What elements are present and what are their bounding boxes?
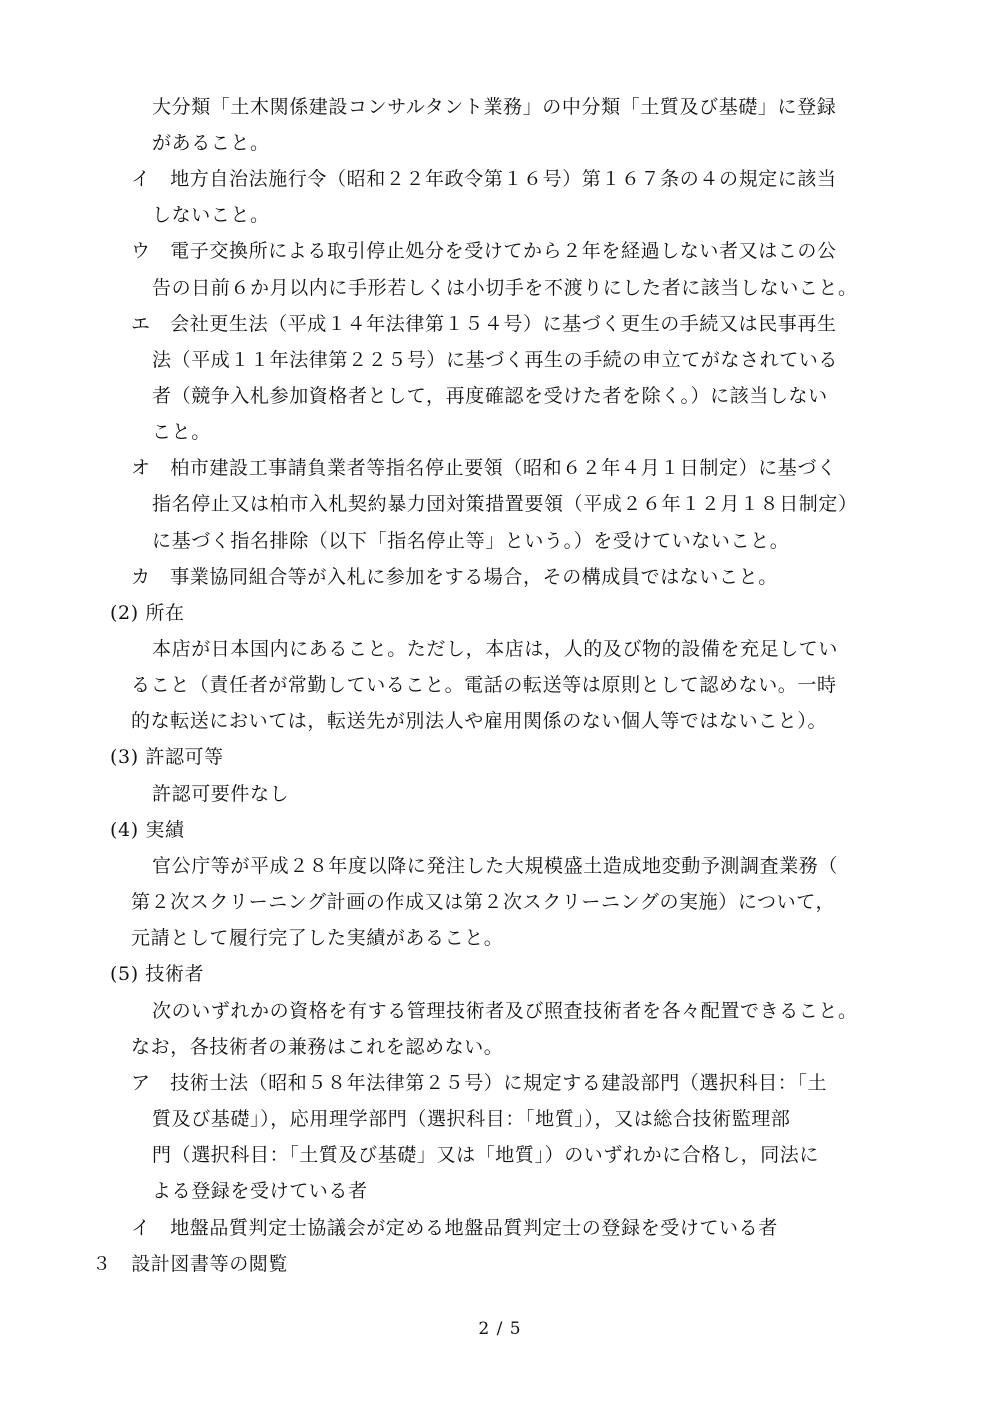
text-line: よる登録を受けている者 [152, 1180, 368, 1202]
text-line: こと。 [152, 421, 211, 443]
page-number: 2 / 5 [478, 1319, 522, 1339]
text-line: ること（責任者が常勤していること。電話の転送等は原則として認めない。一時 [131, 674, 837, 696]
text-line: エ 会社更生法（平成１４年法律第１５４号）に基づく更生の手続又は民事再生 [131, 313, 837, 335]
text-line: カ 事業協同組合等が入札に参加をする場合，その構成員ではないこと。 [131, 566, 778, 588]
text-line: 官公庁等が平成２８年度以降に発注した大規模盛土造成地変動予測調査業務（ [152, 855, 839, 877]
text-line: 門（選択科目：「土質及び基礎」又は「地質」）のいずれかに合格し，同法に [152, 1144, 820, 1166]
text-line: 大分類「土木関係建設コンサルタント業務」の中分類「土質及び基礎」に登録 [152, 96, 837, 118]
text-line: (4) 実績 [110, 819, 185, 841]
text-line: オ 柏市建設工事請負業者等指名停止要領（昭和６２年４月１日制定）に基づく [131, 457, 837, 479]
text-line: (5) 技術者 [110, 963, 205, 985]
text-line: 元請として履行完了した実績があること。 [131, 927, 504, 949]
text-line: 的な転送においては，転送先が別法人や雇用関係のない個人等ではないこと）。 [131, 710, 828, 732]
text-line: 者（競争入札参加資格者として，再度確認を受けた者を除く。）に該当しない [152, 385, 828, 407]
text-line: なお，各技術者の兼務はこれを認めない。 [131, 1036, 504, 1058]
text-line: 次のいずれかの資格を有する管理技術者及び照査技術者を各々配置できること。 [152, 1000, 858, 1022]
text-line: (3) 許認可等 [110, 746, 224, 768]
text-line: ウ 電子交換所による取引停止処分を受けてから２年を経過しない者又はこの公 [131, 240, 837, 262]
text-line: ア 技術士法（昭和５８年法律第２５号）に規定する建設部門（選択科目：「土 [131, 1072, 828, 1094]
text-line: しないこと。 [152, 204, 270, 226]
text-line: (2) 所在 [110, 602, 185, 624]
text-line: 本店が日本国内にあること。ただし，本店は，人的及び物的設備を充足してい [152, 638, 839, 660]
text-line: イ 地盤品質判定士協議会が定める地盤品質判定士の登録を受けている者 [131, 1217, 778, 1239]
text-line: 法（平成１１年法律第２２５号）に基づく再生の手続の申立てがなされている [152, 349, 839, 371]
text-line: イ 地方自治法施行令（昭和２２年政令第１６号）第１６７条の４の規定に該当 [131, 168, 837, 190]
text-line: 第２次スクリーニング計画の作成又は第２次スクリーニングの実施）について， [131, 891, 836, 913]
text-line: 告の日前６か月以内に手形若しくは小切手を不渡りにした者に該当しないこと。 [152, 277, 858, 299]
text-line: に基づく指名排除（以下「指名停止等」という。）を受けていないこと。 [152, 530, 790, 552]
text-line: ３ 設計図書等の閲覧 [92, 1253, 289, 1275]
text-line: があること。 [152, 132, 270, 154]
text-line: 指名停止又は柏市入札契約暴力団対策措置要領（平成２６年１２月１８日制定） [152, 493, 858, 515]
text-line: 質及び基礎」），応用理学部門（選択科目：「地質」），又は総合技術監理部 [152, 1108, 791, 1130]
text-line: 許認可要件なし [152, 783, 290, 805]
